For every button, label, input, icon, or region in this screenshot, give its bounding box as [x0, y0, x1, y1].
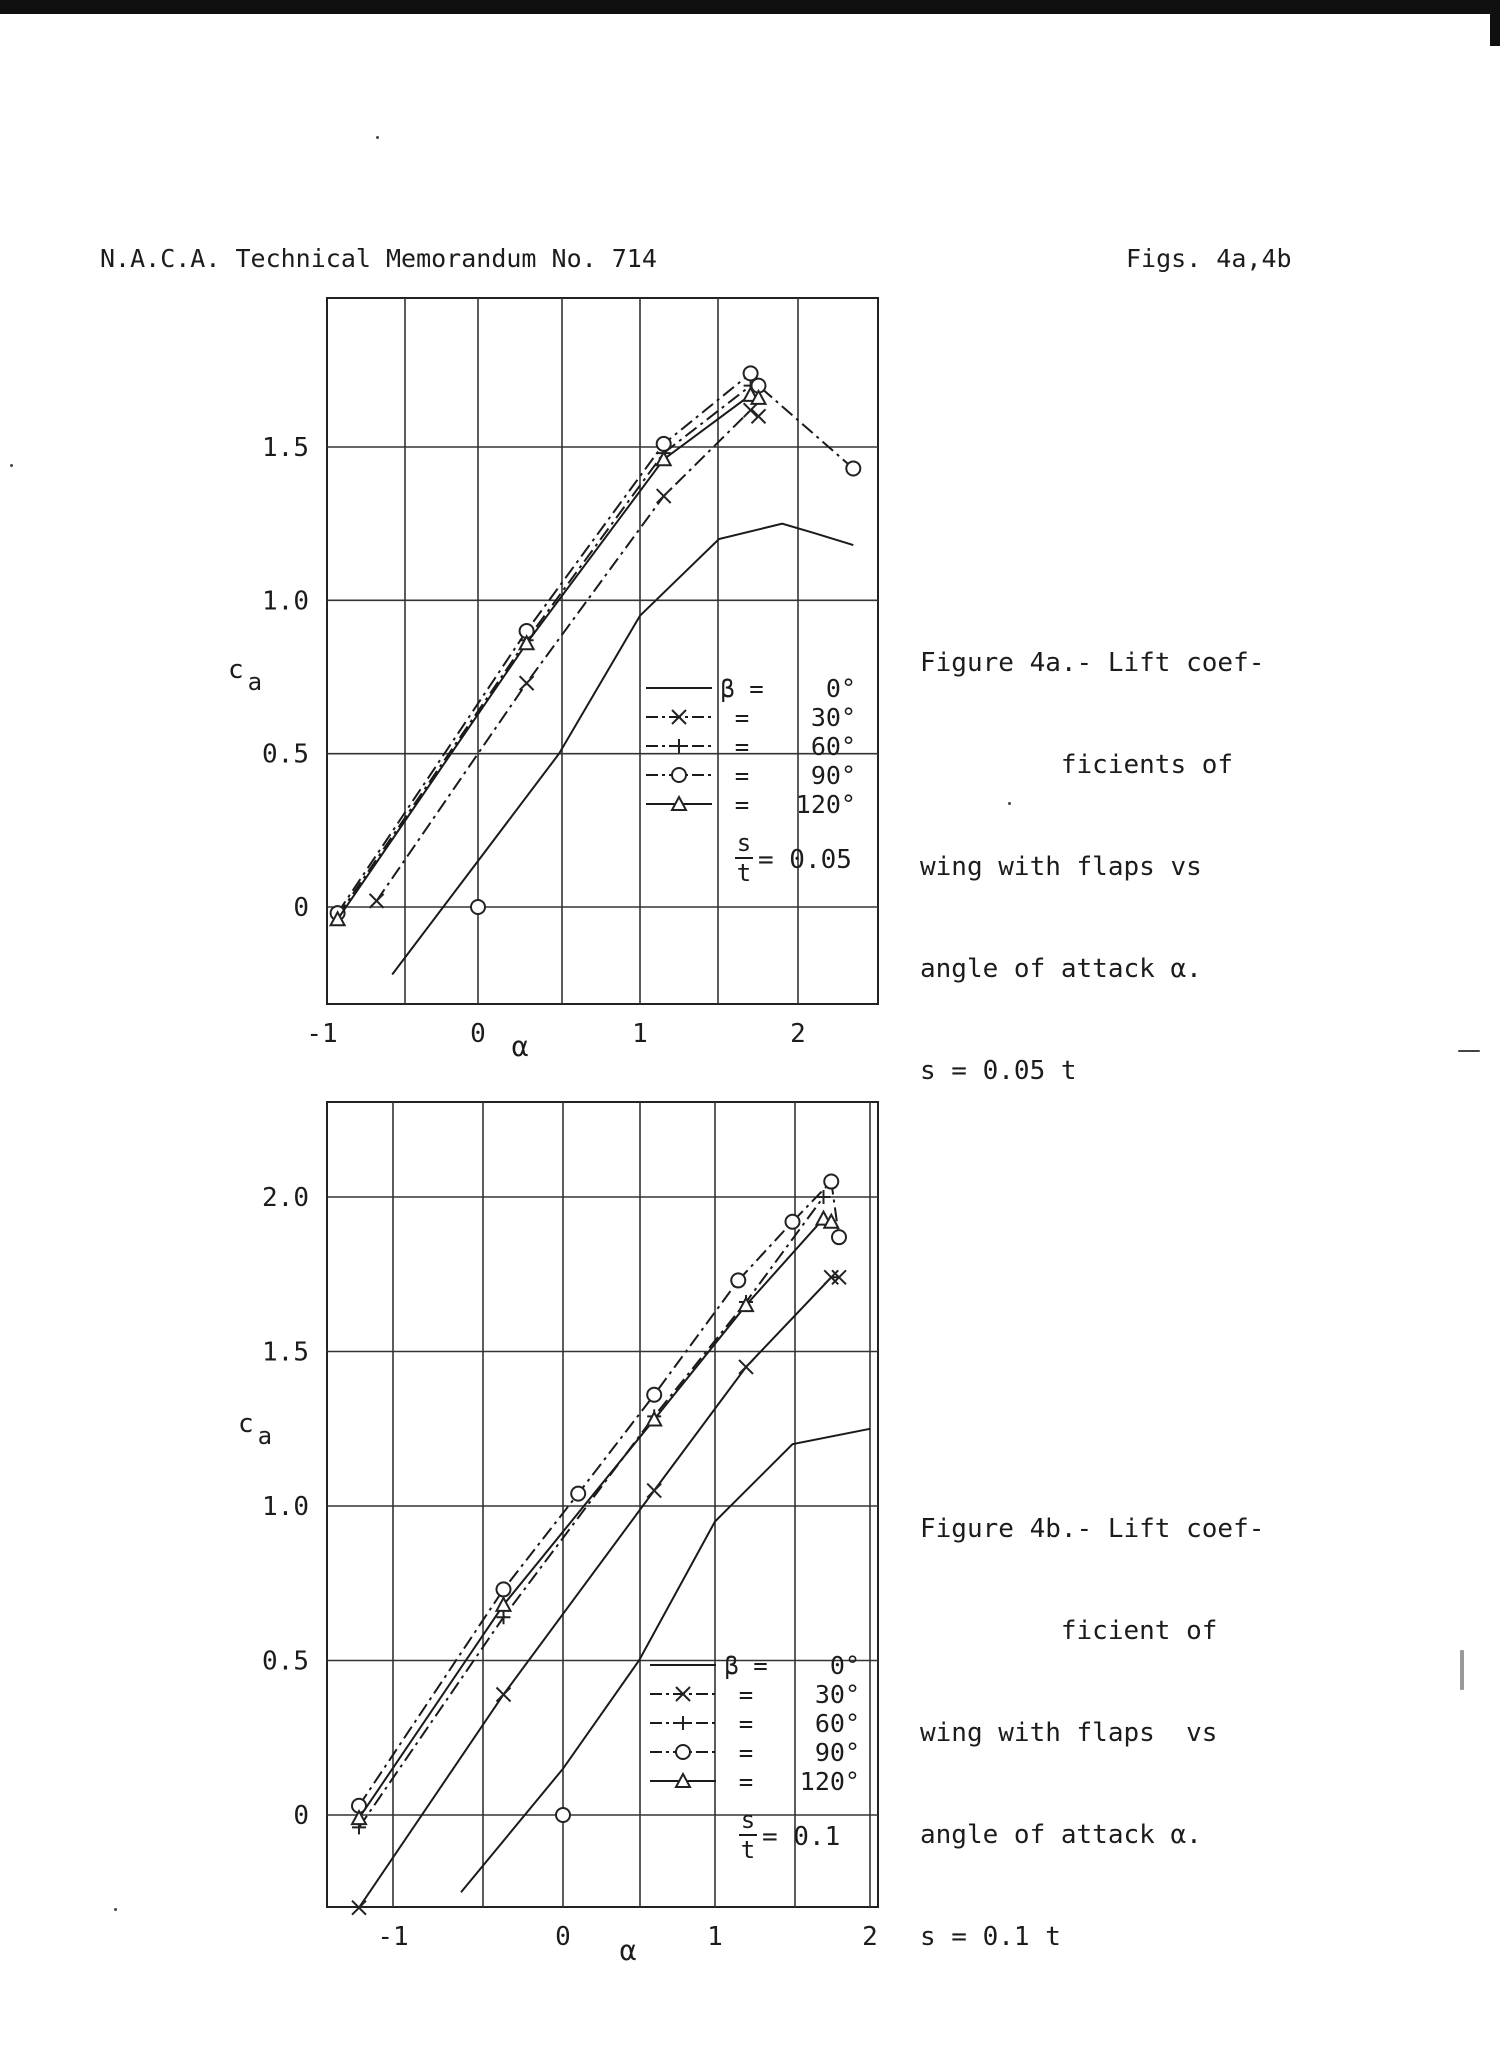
data-point-circle [657, 437, 671, 451]
series-line [377, 410, 759, 901]
series-line-group [331, 379, 758, 924]
figure-reference: Figs. 4a,4b [1126, 244, 1292, 273]
scan-speck [1008, 802, 1011, 805]
caption-line: angle of attack α. [920, 1820, 1202, 1850]
caption-line: wing with flaps vs [920, 852, 1202, 882]
memo-header: N.A.C.A. Technical Memorandum No. 714 [100, 244, 657, 273]
y-tick-label: 2.0 [262, 1183, 309, 1213]
legend-value: 60° [814, 1709, 860, 1738]
series-line-group [370, 403, 766, 908]
data-point-circle [846, 461, 860, 475]
x-tick-label: 0 [555, 1922, 571, 1952]
y-tick-label: 1.5 [262, 433, 309, 463]
data-point-circle [672, 768, 686, 782]
y-axis-label-subscript: a [247, 668, 263, 696]
caption-figure-4b [920, 1444, 1264, 1988]
y-axis-label: c a [228, 655, 263, 696]
plot-frame [327, 298, 878, 1004]
legend-label: β = [724, 1652, 768, 1680]
data-point-cross [647, 1484, 661, 1498]
series-line [359, 1197, 824, 1827]
plot-figure-4a [228, 298, 878, 1063]
data-point-cross [370, 894, 384, 908]
series-line-group [352, 1190, 831, 1834]
data-point-cross [744, 403, 758, 417]
scan-edge-stamp [1460, 1650, 1464, 1690]
y-tick-label: 0.5 [262, 1646, 309, 1677]
caption-line: ficient of [920, 1616, 1218, 1646]
caption-line: wing with flaps vs [920, 1718, 1218, 1748]
legend-label: = [734, 791, 750, 819]
legend-label: = [734, 733, 750, 761]
x-tick-label: -1 [306, 1019, 338, 1049]
x-tick-label: 1 [632, 1019, 648, 1049]
scan-speck [376, 136, 379, 139]
legend-value: 90° [814, 1738, 860, 1767]
y-axis-label: c a [238, 1409, 273, 1450]
data-point-cross [497, 1687, 511, 1701]
series-line [338, 386, 751, 917]
data-point-plus [817, 1190, 831, 1204]
data-point-circle [832, 1230, 846, 1244]
data-point-plus [676, 1716, 690, 1730]
legend-value: 30° [814, 1680, 860, 1709]
legend [650, 1651, 860, 1864]
x-tick-label: 2 [790, 1019, 806, 1049]
legend-label: = [738, 1739, 754, 1767]
data-point-cross [739, 1360, 753, 1374]
caption-figure-4a [920, 578, 1264, 1122]
legend-value: 120° [795, 790, 856, 819]
legend-label: = [734, 704, 750, 732]
series-line [359, 1277, 839, 1907]
data-point-circle [824, 1175, 838, 1189]
series-line [338, 373, 854, 913]
legend-label: = [738, 1681, 754, 1709]
y-tick-label: 1.5 [262, 1337, 309, 1368]
legend-ratio-numerator: s [740, 1806, 756, 1834]
series-line [359, 1219, 831, 1819]
data-point-circle [471, 900, 485, 914]
x-axis-label: α [511, 1030, 529, 1063]
x-tick-label: 1 [707, 1922, 723, 1952]
data-point-cross [520, 676, 534, 690]
legend-value: 30° [810, 703, 856, 732]
legend-label: = [738, 1768, 754, 1796]
data-point-circle [497, 1582, 511, 1596]
y-axis-label-subscript: a [257, 1422, 273, 1450]
y-tick-label: 1.0 [262, 586, 309, 617]
y-tick-label: 1.0 [262, 1492, 309, 1522]
legend-label: β = [720, 675, 764, 703]
caption-line: angle of attack α. [920, 954, 1202, 984]
legend [646, 674, 856, 887]
data-point-circle [731, 1273, 745, 1287]
data-point-plus [672, 739, 686, 753]
x-tick-label: 0 [470, 1019, 486, 1049]
legend-ratio-value: = 0.05 [758, 845, 852, 875]
legend-label: = [738, 1710, 754, 1738]
y-tick-label: 0.5 [262, 739, 309, 770]
data-point-circle [676, 1745, 690, 1759]
series-line-group [331, 388, 766, 925]
legend-value: 120° [799, 1767, 860, 1796]
series-line-group [352, 1270, 846, 1914]
caption-line: Figure 4b.- Lift coef- [920, 1514, 1265, 1544]
x-axis-label: α [619, 1934, 637, 1967]
y-tick-label: 0 [293, 893, 309, 923]
caption-line: s = 0.05 t [920, 1056, 1077, 1086]
legend-ratio-numerator: s [736, 829, 752, 857]
data-point-circle [647, 1388, 661, 1402]
legend-ratio-value: = 0.1 [762, 1822, 841, 1852]
plot-figure-4b [238, 1102, 878, 1967]
caption-line: s = 0.1 t [920, 1922, 1061, 1952]
series-line [338, 395, 759, 919]
data-point-cross [752, 409, 766, 423]
x-tick-label: 2 [862, 1922, 878, 1952]
data-point-circle [556, 1808, 570, 1822]
data-point-triangle [352, 1811, 366, 1824]
scan-speck [1458, 1050, 1480, 1052]
series-line-group [331, 366, 861, 920]
legend-value: 0° [825, 674, 856, 703]
data-point-circle [571, 1487, 585, 1501]
data-point-cross [657, 489, 671, 503]
scan-speck [10, 464, 13, 467]
legend-value: 90° [810, 761, 856, 790]
legend-label: = [734, 762, 750, 790]
x-tick-label: -1 [377, 1922, 409, 1952]
legend-value: 60° [810, 732, 856, 761]
scan-speck [114, 1908, 117, 1911]
legend-value: 0° [829, 1651, 860, 1680]
caption-line: ficients of [920, 750, 1234, 780]
caption-line: Figure 4a.- Lift coef- [920, 648, 1265, 678]
y-tick-label: 0 [293, 1801, 309, 1831]
data-point-circle [786, 1215, 800, 1229]
data-point-triangle [657, 452, 671, 465]
legend-ratio-denominator: t [740, 1836, 756, 1864]
legend-ratio-denominator: t [736, 859, 752, 887]
